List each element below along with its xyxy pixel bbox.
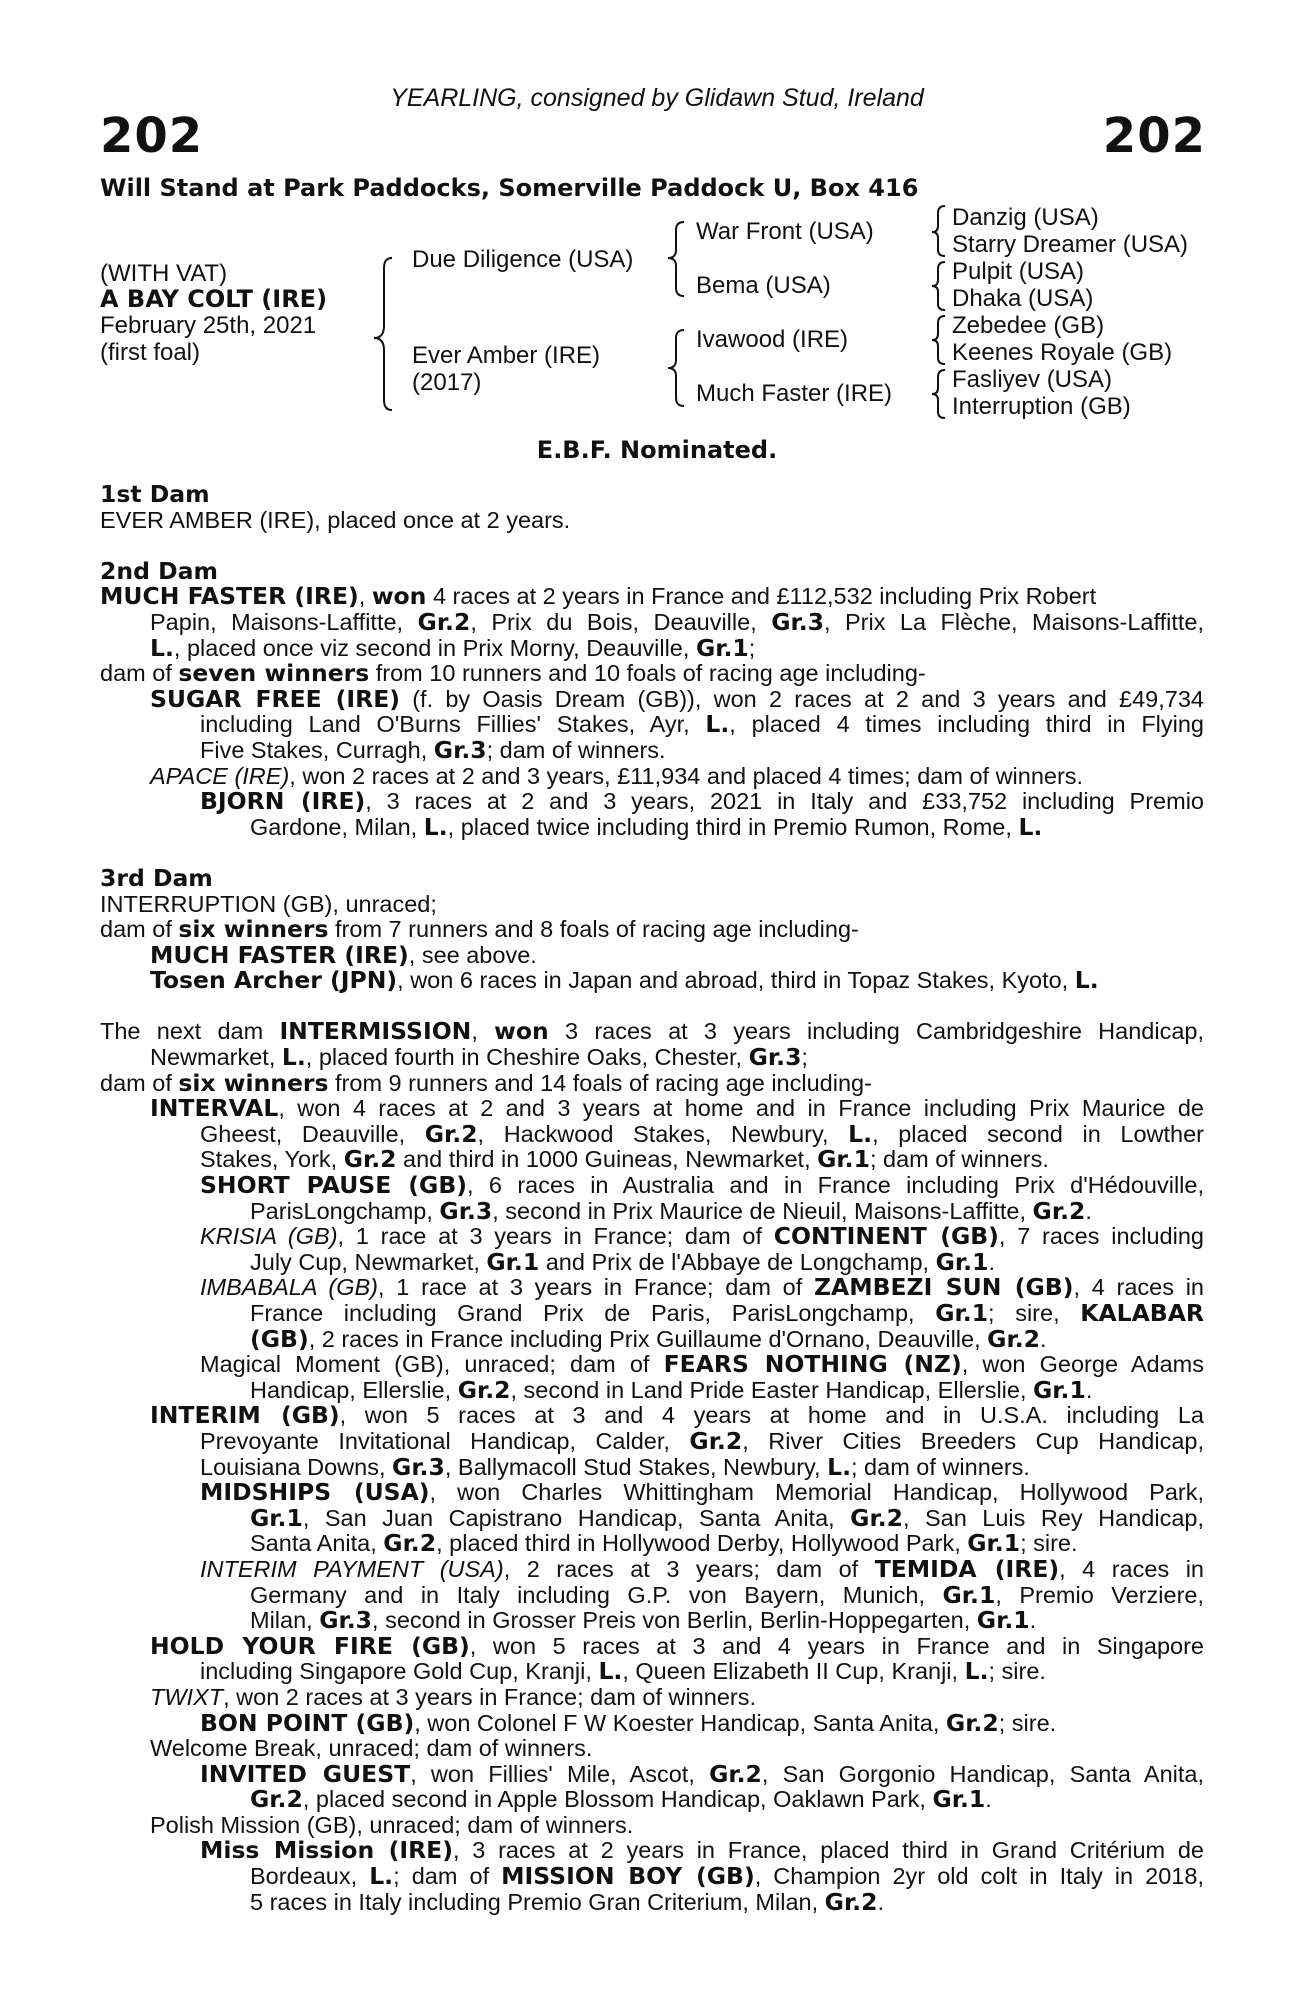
- text-line: Magical Moment (GB), unraced; dam of FEARS NOTHING (NZ), won George Adams: [200, 1350, 1204, 1379]
- pedigree-braces: [0, 0, 1314, 440]
- text-line: Germany and in Italy including G.P. von Bayern, Munich, Gr.1, Premio Verziere,: [250, 1580, 1205, 1609]
- text-line: 5 races in Italy including Premio Gran Criterium, Milan, Gr.2.: [250, 1887, 884, 1916]
- dam-sire: Ivawood (IRE): [696, 326, 849, 353]
- first-dam-block: [100, 508, 1204, 534]
- third-dam-block: [100, 892, 1204, 994]
- g3-brace-1: [932, 206, 945, 256]
- text-line: Stakes, York, Gr.2 and third in 1000 Guineas, Newmarket, Gr.1; dam of winners.: [200, 1145, 1049, 1174]
- consignment-line: YEARLING, consigned by Glidawn Stud, Ireland: [390, 84, 924, 112]
- g3-3: Pulpit (USA): [952, 258, 1085, 285]
- text-line: Polish Mission (GB), unraced; dam of winners.: [150, 1811, 634, 1838]
- sire: Due Diligence (USA): [412, 246, 634, 273]
- text-line: BON POINT (GB), won Colonel F W Koester Handicap, Santa Anita, Gr.2; sire.: [200, 1708, 1057, 1737]
- text-line: MUCH FASTER (IRE), won 4 races at 2 years in France and £112,532 including Prix Robert: [100, 582, 1097, 611]
- text-line: Gr.1, San Juan Capistrano Handicap, Santa Anita, Gr.2, San Luis Rey Handicap,: [250, 1503, 1204, 1532]
- g3-6: Keenes Royale (GB): [952, 339, 1173, 366]
- pedigree-notes: [100, 482, 1204, 1915]
- dam-year: (2017): [412, 369, 482, 396]
- text-line: Prevoyante Invitational Handicap, Calder, Gr.2, River Cities Breeders Cup Handicap,: [200, 1426, 1204, 1455]
- text-line: July Cup, Newmarket, Gr.1 and Prix de l'Abbaye de Longchamp, Gr.1.: [250, 1247, 995, 1276]
- text-line: dam of seven winners from 10 runners and 10 foals of racing age including-: [100, 659, 926, 688]
- text-line: BJORN (IRE), 3 races at 2 and 3 years, 2021 in Italy and £33,752 including Premio: [200, 787, 1204, 816]
- vat-note: (WITH VAT): [100, 260, 228, 287]
- foaling-date: February 25th, 2021: [100, 312, 317, 339]
- text-line: dam of six winners from 9 runners and 14 foals of racing age including-: [100, 1068, 872, 1097]
- sire-brace: [668, 222, 684, 296]
- g3-brace-3: [932, 316, 945, 364]
- text-line: France including Grand Prix de Paris, ParisLongchamp, Gr.1; sire, KALABAR: [250, 1299, 1205, 1327]
- text-line: Tosen Archer (JPN), won 6 races in Japan and abroad, third in Topaz Stakes, Kyoto, L.: [150, 966, 1099, 995]
- text-line: including Land O'Burns Fillies' Stakes, Ayr, L., placed 4 times including third in Flying: [200, 710, 1205, 739]
- text-line: ParisLongchamp, Gr.3, second in Prix Maurice de Nieuil, Maisons-Laffitte, Gr.2.: [250, 1196, 1092, 1225]
- text-line: MUCH FASTER (IRE), see above.: [150, 940, 537, 969]
- text-line: EVER AMBER (IRE), placed once at 2 years.: [100, 506, 571, 533]
- first-dam-heading: 1st Dam: [100, 480, 210, 508]
- text-line: SHORT PAUSE (GB), 6 races in Australia and in France including Prix d'Hédouville,: [200, 1171, 1204, 1200]
- ebf-nomination: E.B.F. Nominated.: [536, 436, 778, 464]
- text-line: MIDSHIPS (USA), won Charles Whittingham Memorial Handicap, Hollywood Park,: [200, 1478, 1204, 1507]
- third-dam-heading: 3rd Dam: [100, 863, 213, 892]
- sire-dam: Bema (USA): [696, 272, 831, 299]
- text-line: dam of six winners from 7 runners and 8 foals of racing age including-: [100, 915, 859, 944]
- text-line: L., placed once viz second in Prix Morny, Deauville, Gr.1;: [150, 633, 756, 662]
- second-dam-heading: 2nd Dam: [100, 556, 218, 585]
- text-line: (GB), 2 races in France including Prix Guillaume d'Ornano, Deauville, Gr.2.: [250, 1324, 1047, 1353]
- g3-8: Interruption (GB): [952, 393, 1131, 420]
- g3-7: Fasliyev (USA): [952, 366, 1113, 393]
- text-line: Bordeaux, L.; dam of MISSION BOY (GB), Champion 2yr old colt in Italy in 2018,: [250, 1862, 1204, 1891]
- text-line: Miss Mission (IRE), 3 races at 2 years in France, placed third in Grand Critérium de: [200, 1836, 1204, 1865]
- g3-brace-4: [932, 370, 945, 418]
- text-line: INTERIM PAYMENT (USA), 2 races at 3 years; dam of TEMIDA (IRE), 4 races in: [200, 1554, 1204, 1583]
- text-line: SUGAR FREE (IRE) (f. by Oasis Dream (GB)), won 2 races at 2 and 3 years and £49,734: [150, 684, 1204, 713]
- horse-name: A BAY COLT (IRE): [100, 285, 328, 313]
- text-line: INTERRUPTION (GB), unraced;: [100, 890, 437, 917]
- next-dam-block: [100, 1019, 1204, 1915]
- text-line: Santa Anita, Gr.2, placed third in Hollywood Derby, Hollywood Park, Gr.1; sire.: [250, 1529, 1078, 1558]
- text-line: Handicap, Ellerslie, Gr.2, second in Land Pride Easter Handicap, Ellerslie, Gr.1.: [250, 1375, 1093, 1404]
- stand-location: Will Stand at Park Paddocks, Somerville Paddock U, Box 416: [100, 174, 919, 202]
- sire-sire: War Front (USA): [696, 218, 874, 245]
- text-line: Welcome Break, unraced; dam of winners.: [150, 1735, 593, 1762]
- text-line: TWIXT, won 2 races at 3 years in France; dam of winners.: [150, 1683, 756, 1710]
- text-line: HOLD YOUR FIRE (GB), won 5 races at 3 and 4 years in France and in Singapore: [150, 1631, 1204, 1660]
- text-line: Louisiana Downs, Gr.3, Ballymacoll Stud Stakes, Newbury, L.; dam of winners.: [200, 1452, 1030, 1481]
- text-line: Five Stakes, Curragh, Gr.3; dam of winners.: [200, 735, 666, 764]
- g3-4: Dhaka (USA): [952, 285, 1094, 312]
- lot-number-right: 202: [1102, 108, 1206, 164]
- text-line: Milan, Gr.3, second in Grosser Preis von Berlin, Berlin-Hoppegarten, Gr.1.: [250, 1606, 1037, 1635]
- second-dam-block: [100, 584, 1204, 840]
- text-line: The next dam INTERMISSION, won 3 races at 3 years including Cambridgeshire Handicap,: [100, 1017, 1204, 1046]
- text-line: INTERIM (GB), won 5 races at 3 and 4 years at home and in U.S.A. including La: [150, 1401, 1204, 1430]
- lot-number-left: 202: [100, 108, 204, 164]
- text-line: APACE (IRE), won 2 races at 2 and 3 years, £11,934 and placed 4 times; dam of winners.: [150, 762, 1084, 789]
- text-line: Gheest, Deauville, Gr.2, Hackwood Stakes, Newbury, L., placed second in Lowther: [200, 1119, 1205, 1148]
- dam-dam: Much Faster (IRE): [696, 380, 893, 407]
- text-line: INTERVAL, won 4 races at 2 and 3 years at home and in France including Prix Maurice de: [150, 1094, 1204, 1123]
- text-line: Gr.2, placed second in Apple Blossom Handicap, Oaklawn Park, Gr.1.: [250, 1785, 992, 1814]
- g3-1: Danzig (USA): [952, 204, 1099, 231]
- g3-2: Starry Dreamer (USA): [952, 231, 1189, 258]
- text-line: Newmarket, L., placed fourth in Cheshire Oaks, Chester, Gr.3;: [150, 1043, 808, 1072]
- dam-brace: [668, 330, 684, 406]
- text-line: KRISIA (GB), 1 race at 3 years in France; dam of CONTINENT (GB), 7 races including: [200, 1222, 1204, 1251]
- main-brace: [374, 258, 392, 410]
- text-line: INVITED GUEST, won Fillies' Mile, Ascot, Gr.2, San Gorgonio Handicap, Santa Anita,: [200, 1759, 1204, 1788]
- text-line: Papin, Maisons-Laffitte, Gr.2, Prix du Bois, Deauville, Gr.3, Prix La Flèche, Maisons-Laffitte,: [150, 607, 1204, 636]
- text-line: Gardone, Milan, L., placed twice including third in Premio Rumon, Rome, L.: [250, 812, 1043, 841]
- g3-brace-2: [932, 262, 945, 310]
- dam: Ever Amber (IRE): [412, 342, 601, 369]
- g3-5: Zebedee (GB): [952, 312, 1105, 339]
- text-line: IMBABALA (GB), 1 race at 3 years in France; dam of ZAMBEZI SUN (GB), 4 races in: [200, 1273, 1204, 1302]
- text-line: including Singapore Gold Cup, Kranji, L., Queen Elizabeth II Cup, Kranji, L.; sire.: [200, 1657, 1046, 1686]
- foal-note: (first foal): [100, 339, 201, 366]
